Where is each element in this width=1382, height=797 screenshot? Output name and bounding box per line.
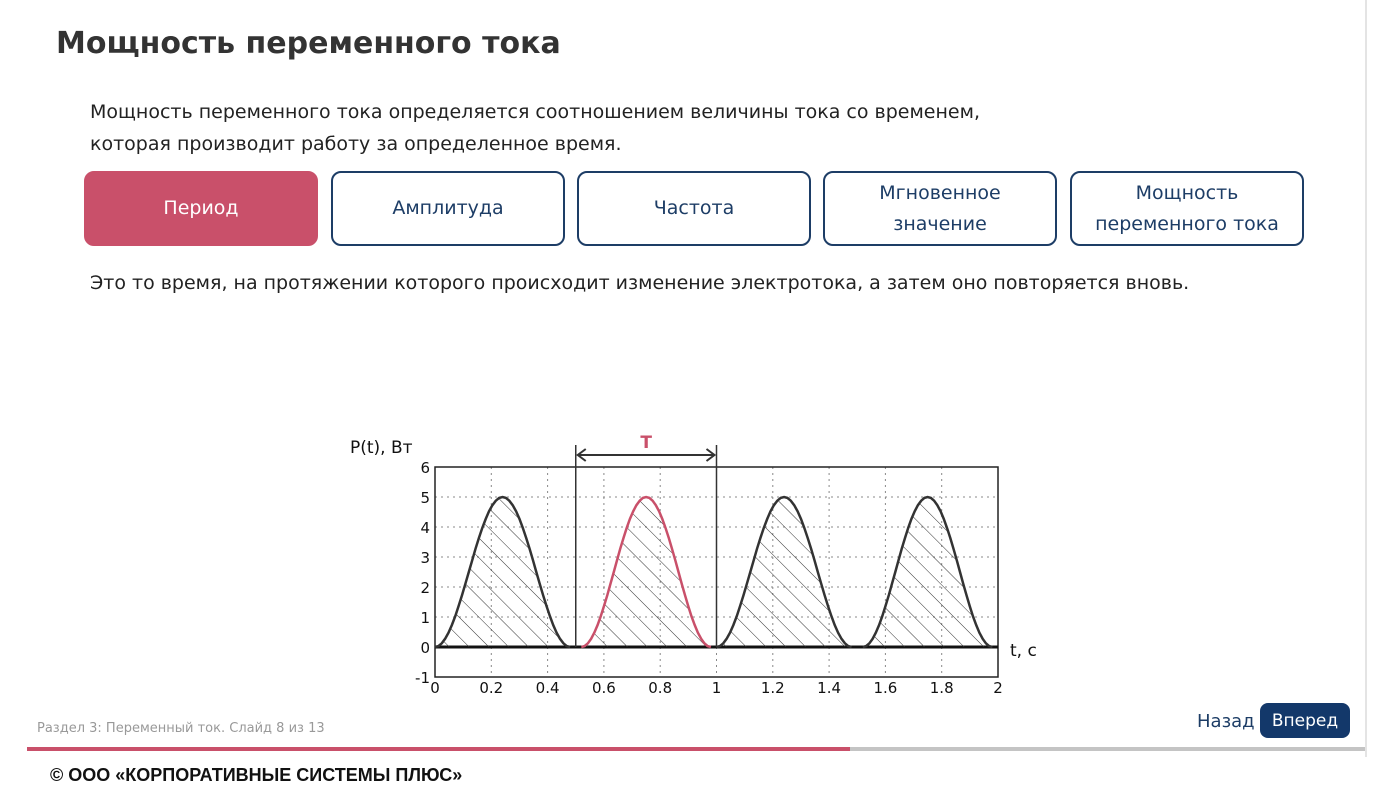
intro-line: Мощность переменного тока определяется соотношением величины тока со временем,	[90, 101, 980, 123]
tab-period[interactable]: Период	[84, 171, 318, 246]
y-tick-label: -1	[415, 669, 430, 687]
back-button[interactable]: Назад	[1197, 711, 1255, 732]
x-tick-label: 1.8	[929, 679, 954, 697]
x-tick-label: 1	[711, 679, 722, 697]
progress-bar	[27, 747, 1365, 751]
x-axis-label: t, с	[1010, 641, 1037, 661]
pulse-fill	[863, 497, 993, 647]
pulse-fill	[435, 497, 570, 647]
x-tick-label: 0.8	[648, 679, 673, 697]
page-title: Мощность переменного тока	[56, 26, 561, 61]
intro-line: которая производит работу за определенное время.	[90, 133, 622, 155]
y-tick-label: 2	[420, 579, 430, 597]
pulse-fill	[581, 497, 711, 647]
y-tick-label: 3	[420, 549, 430, 567]
tab-amplitude[interactable]: Амплитуда	[331, 171, 565, 246]
copyright: © ООО «КОРПОРАТИВНЫЕ СИСТЕМЫ ПЛЮС»	[50, 765, 463, 785]
y-tick-label: 4	[420, 519, 430, 537]
tab-description: Это то время, на протяжении которого происходит изменение электротока, а затем оно повторяется вновь.	[90, 272, 1190, 294]
y-tick-label: 6	[420, 459, 430, 477]
pulse-fill	[717, 497, 852, 647]
x-tick-label: 1.6	[873, 679, 898, 697]
period-label: T	[640, 433, 652, 453]
y-tick-label: 1	[420, 609, 430, 627]
tab-ac-power[interactable]: Мощность переменного тока	[1070, 171, 1304, 246]
x-tick-label: 0.4	[535, 679, 560, 697]
tab-instant-value[interactable]: Мгновенное значение	[823, 171, 1057, 246]
y-tick-label: 5	[420, 489, 430, 507]
x-tick-label: 2	[993, 679, 1003, 697]
y-tick-label: 0	[420, 639, 430, 657]
breadcrumb: Раздел 3: Переменный ток. Слайд 8 из 13	[37, 721, 325, 736]
x-tick-label: 1.2	[760, 679, 785, 697]
x-tick-label: 0.2	[479, 679, 504, 697]
x-tick-label: 1.4	[817, 679, 842, 697]
tab-frequency[interactable]: Частота	[577, 171, 811, 246]
x-tick-label: 0	[430, 679, 440, 697]
y-axis-label: P(t), Вт	[350, 438, 413, 458]
progress-fill	[27, 747, 850, 751]
x-tick-label: 0.6	[591, 679, 616, 697]
next-button[interactable]: Вперед	[1260, 703, 1350, 738]
